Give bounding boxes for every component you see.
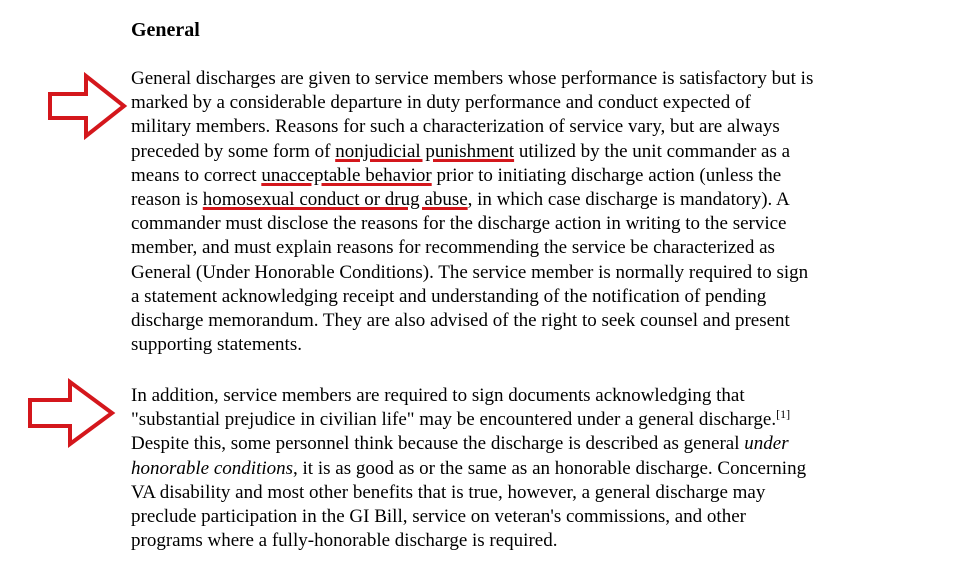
text-segment: reason is	[131, 189, 203, 211]
right-arrow-icon	[46, 72, 128, 140]
text-line	[131, 408, 921, 432]
text-line	[131, 164, 921, 188]
text-line: member, and must explain reasons for recommending the service be characterized as	[131, 237, 775, 259]
text-line: discharge memorandum. They are also advised of the right to seek counsel and present	[131, 310, 790, 332]
text-line: General (Under Honorable Conditions). The service member is normally required to sign	[131, 261, 809, 283]
underlined-phrase-unacceptable-behavior: unacceptable behavior	[261, 164, 432, 186]
text-line: programs where a fully-honorable discharge is required.	[131, 530, 558, 552]
italic-phrase: honorable conditions	[131, 457, 294, 479]
text-line	[131, 457, 921, 481]
underlined-phrase-homosexual-conduct-or-drug-abuse: homosexual conduct or drug abuse	[202, 189, 468, 211]
paragraph-general-discharge	[131, 67, 921, 357]
text-line: a statement acknowledging receipt and understanding of the notification of pending	[131, 285, 767, 307]
footnote-link[interactable]: [1]	[776, 407, 791, 422]
right-arrow-icon	[26, 378, 116, 448]
text-segment: prior to initiating discharge action (unless the	[431, 164, 782, 186]
text-line	[131, 188, 921, 212]
italic-phrase: under	[744, 433, 789, 455]
text-line: military members. Reasons for such a characterization of service vary, but are always	[131, 116, 780, 138]
text-line: preclude participation in the GI Bill, service on veteran's commissions, and other	[131, 506, 746, 528]
text-segment: Despite this, some personnel think because the discharge is described as general	[131, 433, 745, 455]
text-line	[131, 432, 921, 456]
text-line: supporting statements.	[131, 334, 302, 356]
text-segment: , in which case discharge is mandatory). A	[467, 189, 790, 211]
section-heading: General	[131, 19, 200, 41]
text-line: commander must disclose the reasons for the discharge action in writing to the service	[131, 213, 787, 235]
text-segment: , it is as good as or the same as an honorable discharge. Concerning	[293, 457, 807, 479]
text-segment: means to correct	[131, 164, 262, 186]
text-line: marked by a considerable departure in duty performance and conduct expected of	[131, 92, 751, 114]
underlined-phrase-nonjudicial-punishment: nonjudicial punishment	[335, 140, 515, 162]
text-line: General discharges are given to service members whose performance is satisfactory but is	[131, 68, 814, 89]
text-segment: utilized by the unit commander as a	[514, 140, 791, 162]
paragraph-additional-info	[131, 384, 921, 553]
text-line	[131, 140, 921, 164]
text-line: In addition, service members are required to sign documents acknowledging that	[131, 385, 745, 406]
text-segment: "substantial prejudice in civilian life" may be encountered under a general discharge.	[131, 409, 777, 431]
text-line: VA disability and most other benefits that is true, however, a general discharge may	[131, 481, 766, 503]
text-segment: preceded by some form of	[131, 140, 336, 162]
